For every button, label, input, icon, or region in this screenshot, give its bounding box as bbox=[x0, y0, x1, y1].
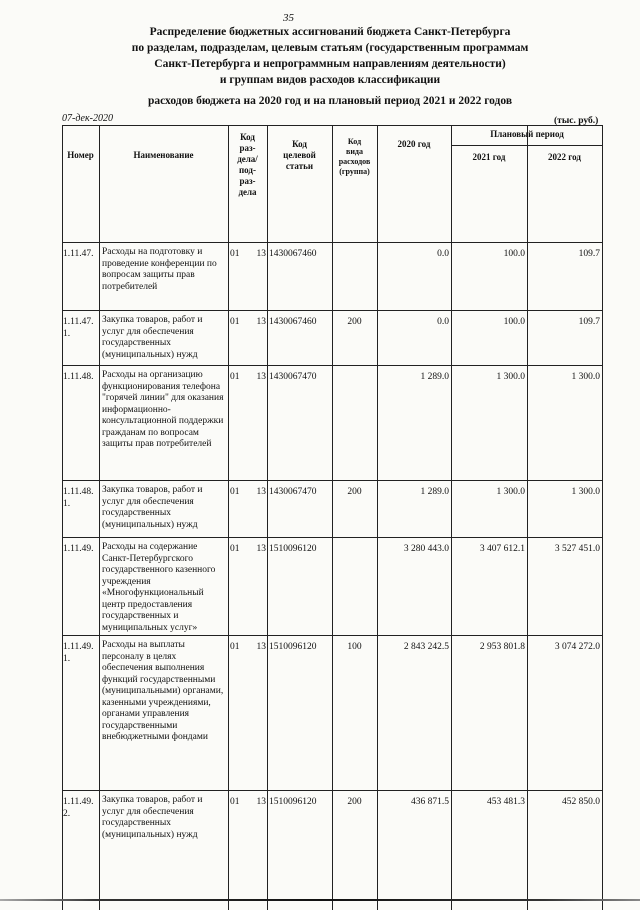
row-7-name: Закупка товаров, работ и услуг для обеспечения государственных (муниципальных) нужд bbox=[102, 795, 203, 840]
row-1-target: 1430067460 bbox=[269, 249, 317, 259]
row-4-sub: 13 bbox=[256, 487, 266, 497]
row-5-y2021: 3 407 612.1 bbox=[479, 544, 525, 554]
row-4-y2022: 1 300.0 bbox=[571, 487, 600, 497]
title-line-3: Санкт-Петербурга и непрограммным направлениям деятельности) bbox=[154, 58, 506, 70]
row-3-num: 1.11.48. bbox=[63, 372, 94, 382]
row-1-y2022: 109.7 bbox=[578, 249, 600, 259]
row-7-group: 200 bbox=[347, 797, 362, 807]
row-3-sub: 13 bbox=[256, 372, 266, 382]
title-line-4: и группам видов расходов классификации bbox=[219, 74, 441, 86]
row-1-name: Расходы на подготовку и проведение конференции по вопросам защиты прав потребителей bbox=[102, 247, 217, 292]
row-6-y2020: 2 843 242.5 bbox=[403, 642, 449, 652]
bottom-rule bbox=[0, 899, 640, 901]
row-7-num: 1.11.49. 2. bbox=[63, 797, 94, 819]
document-title bbox=[95, 24, 565, 109]
unit-label: (тыс. руб.) bbox=[554, 116, 599, 126]
row-2-name: Закупка товаров, работ и услуг для обеспечения государственных (муниципальных) нужд bbox=[102, 315, 203, 360]
row-4-group: 200 bbox=[347, 487, 362, 497]
header-2022: 2022 год bbox=[548, 152, 581, 162]
row-6-sub: 13 bbox=[256, 642, 266, 652]
row-5-sec: 01 bbox=[230, 544, 240, 554]
row-3-y2021: 1 300.0 bbox=[496, 372, 525, 382]
row-6-num: 1.11.49. 1. bbox=[63, 642, 94, 664]
row-5-y2020: 3 280 443.0 bbox=[403, 544, 449, 554]
row-1-y2021: 100.0 bbox=[503, 249, 525, 259]
row-6-target: 1510096120 bbox=[269, 642, 317, 652]
header-2020: 2020 год bbox=[397, 139, 431, 149]
row-4-num: 1.11.48. 1. bbox=[63, 487, 94, 509]
title-line-2: по разделам, подразделам, целевым статьям (государственным программам bbox=[131, 42, 529, 54]
row-6-sec: 01 bbox=[230, 642, 240, 652]
row-1-sub: 13 bbox=[256, 249, 266, 259]
row-2-sub: 13 bbox=[256, 317, 266, 327]
row-2-y2021: 100.0 bbox=[503, 317, 525, 327]
row-1-num: 1.11.47. bbox=[63, 249, 94, 259]
page-number: 35 bbox=[283, 12, 294, 24]
row-7-sec: 01 bbox=[230, 797, 240, 807]
row-5-y2022: 3 527 451.0 bbox=[554, 544, 600, 554]
row-4-y2021: 1 300.0 bbox=[496, 487, 525, 497]
header-expense-group: Код вида расходов (группа) bbox=[338, 137, 371, 176]
row-7-y2020: 436 871.5 bbox=[411, 797, 449, 807]
row-7-sub: 13 bbox=[256, 797, 266, 807]
document-date: 07-дек-2020 bbox=[62, 113, 113, 124]
row-6-name: Расходы на выплаты персоналу в целях обеспечения выполнения функций государственными (муниципальными) органами, казенными учреждениями, органами управления государственными внебюджетными фондами bbox=[102, 640, 224, 742]
title-line-5: расходов бюджета на 2020 год и на плановый период 2021 и 2022 годов bbox=[147, 95, 513, 107]
header-section-code: Код раз- дела/ под- раз- дела bbox=[237, 132, 258, 197]
budget-table bbox=[62, 125, 603, 910]
row-4-target: 1430067470 bbox=[269, 487, 317, 497]
header-planned-period: Плановый период bbox=[490, 129, 564, 139]
row-2-num: 1.11.47. 1. bbox=[63, 317, 94, 339]
row-1-sec: 01 bbox=[230, 249, 240, 259]
row-5-sub: 13 bbox=[256, 544, 266, 554]
row-1-y2020: 0.0 bbox=[437, 249, 449, 259]
header-2021: 2021 год bbox=[472, 152, 506, 162]
row-4-name: Закупка товаров, работ и услуг для обеспечения государственных (муниципальных) нужд bbox=[102, 485, 203, 530]
row-5-num: 1.11.49. bbox=[63, 544, 94, 554]
row-4-sec: 01 bbox=[230, 487, 240, 497]
header-name: Наименование bbox=[133, 150, 194, 160]
row-6-y2021: 2 953 801.8 bbox=[479, 642, 525, 652]
row-3-y2020: 1 289.0 bbox=[420, 372, 449, 382]
row-6-y2022: 3 074 272.0 bbox=[554, 642, 600, 652]
row-4-y2020: 1 289.0 bbox=[420, 487, 449, 497]
row-3-sec: 01 bbox=[230, 372, 240, 382]
row-6-group: 100 bbox=[347, 642, 362, 652]
row-3-name: Расходы на организацию функционирования телефона "горячей линии" для оказания информационно-консультационной поддержки гражданам по вопросам защиты прав потребителей bbox=[102, 370, 224, 449]
row-3-target: 1430067470 bbox=[269, 372, 317, 382]
row-2-group: 200 bbox=[347, 317, 362, 327]
row-2-target: 1430067460 bbox=[269, 317, 317, 327]
row-5-name: Расходы на содержание Санкт-Петербургского государственного казенного учреждения «Многофункциональный центр предоставления государственных и муниципальных услуг» bbox=[102, 542, 216, 633]
title-line-1: Распределение бюджетных ассигнований бюджета Санкт-Петербурга bbox=[149, 26, 511, 38]
row-7-y2022: 452 850.0 bbox=[562, 797, 600, 807]
row-3-y2022: 1 300.0 bbox=[571, 372, 600, 382]
row-2-sec: 01 bbox=[230, 317, 240, 327]
row-5-target: 1510096120 bbox=[269, 544, 317, 554]
header-target-code: Код целевой статьи bbox=[283, 139, 316, 171]
row-7-y2021: 453 481.3 bbox=[487, 797, 525, 807]
row-2-y2020: 0.0 bbox=[437, 317, 449, 327]
row-7-target: 1510096120 bbox=[269, 797, 317, 807]
row-2-y2022: 109.7 bbox=[578, 317, 600, 327]
header-number: Номер bbox=[67, 150, 94, 160]
